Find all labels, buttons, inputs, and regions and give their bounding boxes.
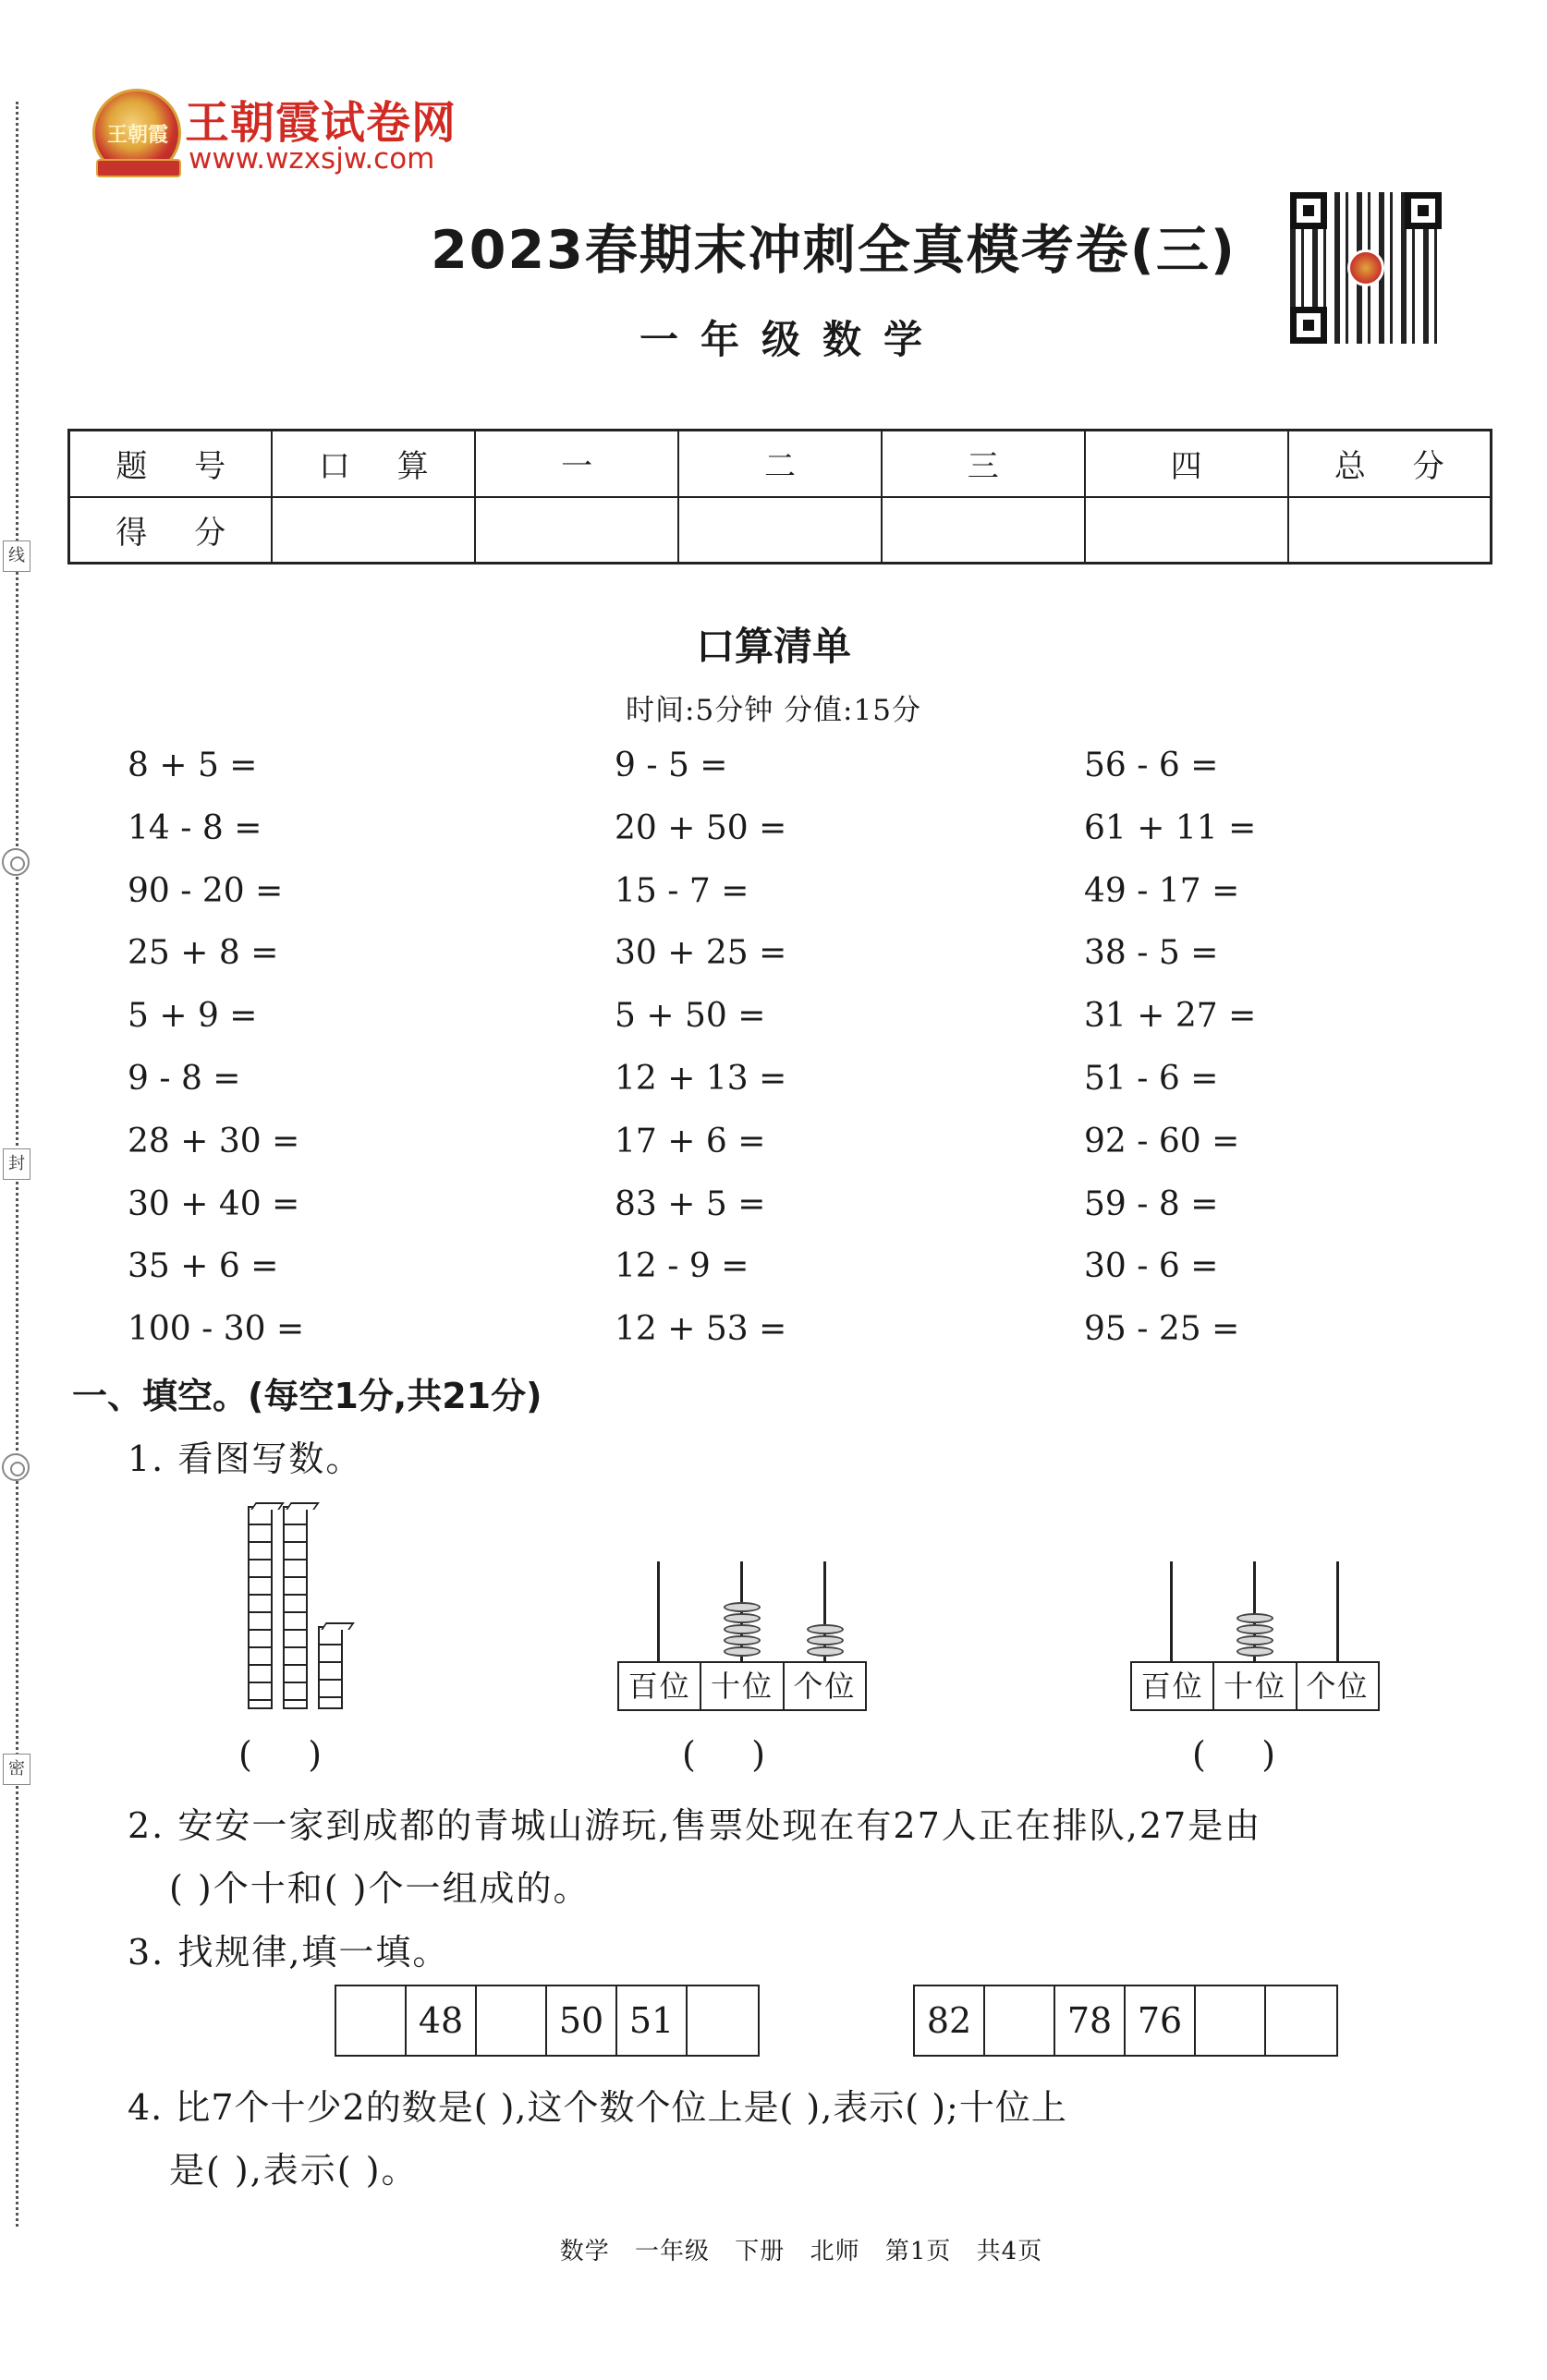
exam-title-text: 2023春期末冲刺全真模考卷(三) [431, 220, 1236, 281]
score-table [67, 429, 1492, 565]
qr-finder-icon [1290, 307, 1327, 344]
place-hundreds-label: 百位 [619, 1663, 701, 1709]
publisher-logo [92, 83, 481, 185]
oral-section-title: 口算清单 [695, 624, 851, 669]
oral-calc-item: 8 + 5 = [128, 747, 258, 784]
score-entry-cell[interactable] [475, 497, 678, 564]
sequence-cell: 50 [547, 1986, 617, 2055]
logo-name: 王朝霞试卷网 [185, 97, 457, 149]
abacus-bead-icon [1236, 1613, 1273, 1623]
part1-title: 一、填空。(每空1分,共21分) [72, 1376, 542, 1416]
abacus-bead-icon [724, 1635, 761, 1645]
oral-calc-item: 12 + 13 = [615, 1060, 787, 1098]
oral-calc-item: 100 - 30 = [128, 1310, 305, 1349]
abacus-figure-2 [1130, 1561, 1380, 1718]
place-tens-label: 十位 [701, 1663, 784, 1709]
question-3: 3. 找规律,填一填。 [128, 1932, 450, 1973]
logo-url: www.wzxsjw.com [189, 142, 435, 176]
place-tens-label: 十位 [1214, 1663, 1297, 1709]
oral-calc-item: 12 - 9 = [615, 1247, 749, 1286]
place-ones-label: 个位 [793, 1669, 857, 1704]
question-2-line-1: 2. 安安一家到成都的青城山游玩,售票处现在有27人正在排队,27是由 [128, 1805, 1262, 1846]
abacus-bead-icon [724, 1613, 761, 1623]
oral-calc-item: 9 - 5 = [615, 747, 728, 784]
score-cell-label: 题 号 [69, 431, 273, 497]
oral-calc-item: 31 + 27 = [1084, 997, 1257, 1036]
sequence-cell: 78 [1055, 1986, 1126, 2055]
oral-calc-item: 59 - 8 = [1084, 1184, 1219, 1223]
abacus-bead-icon [724, 1602, 761, 1612]
score-entry-cell[interactable] [678, 497, 882, 564]
oral-calc-item: 56 - 6 = [1084, 747, 1219, 784]
oral-calc-item: 35 + 6 = [128, 1247, 279, 1286]
abacus-bead-icon [807, 1624, 844, 1634]
sequence-cell[interactable] [1266, 1986, 1336, 2055]
score-cell-header: 二 [678, 431, 882, 497]
oral-calc-item: 14 - 8 = [128, 808, 262, 847]
qr-finder-icon [1405, 192, 1442, 229]
score-cell-header: 总 分 [1288, 431, 1492, 497]
oral-calc-item: 12 + 53 = [615, 1310, 787, 1349]
sequence-cell[interactable] [1196, 1986, 1266, 2055]
oral-calc-item: 20 + 50 = [615, 808, 787, 847]
binding-hole-icon [2, 1453, 30, 1481]
oral-calc-item: 17 + 6 = [615, 1122, 766, 1160]
oral-calc-item: 5 + 9 = [128, 997, 258, 1036]
oral-calc-item: 30 + 25 = [615, 934, 787, 973]
abacus-place-labels [1130, 1661, 1380, 1711]
qr-logo-icon [1347, 249, 1384, 286]
cube-column-ones-icon [318, 1626, 343, 1709]
sequence-cell: 82 [915, 1986, 985, 2055]
abacus-bead-icon [807, 1646, 844, 1657]
oral-calc-item: 90 - 20 = [128, 871, 284, 910]
qr-finder-icon [1290, 192, 1327, 229]
oral-calc-item: 92 - 60 = [1084, 1122, 1240, 1160]
sequence-cell: 51 [617, 1986, 688, 2055]
score-cell-header: 三 [882, 431, 1085, 497]
oral-calc-item: 28 + 30 = [128, 1122, 300, 1160]
cube-column-ten-icon [283, 1506, 308, 1709]
oral-calc-item: 51 - 6 = [1084, 1060, 1219, 1098]
sequence-cell[interactable] [477, 1986, 547, 2055]
logo-ribbon-icon [96, 159, 181, 177]
abacus-bead-icon [1236, 1646, 1273, 1657]
score-cell-header: 四 [1085, 431, 1288, 497]
score-entry-cell[interactable] [1288, 497, 1492, 564]
sequence-cell: 76 [1126, 1986, 1196, 2055]
question-4-line-1: 4. 比7个十少2的数是( ),这个数个位上是( ),表示( );十位上 [128, 2087, 1067, 2128]
abacus-figure-1 [617, 1561, 867, 1718]
sequence-cell[interactable] [336, 1986, 407, 2055]
score-entry-cell[interactable] [882, 497, 1085, 564]
abacus-bead-icon [724, 1646, 761, 1657]
score-table-header-row [69, 431, 1492, 497]
abacus-rod [1336, 1561, 1339, 1663]
oral-section-info: 时间:5分钟 分值:15分 [626, 694, 921, 727]
score-cell-header: 口 算 [272, 431, 475, 497]
score-cell-header: 一 [475, 431, 678, 497]
abacus-place-labels [617, 1661, 867, 1711]
binding-hole-icon [2, 848, 30, 876]
sequence-cell[interactable] [985, 1986, 1055, 2055]
oral-calc-item: 30 - 6 = [1084, 1247, 1219, 1286]
answer-blank-3[interactable]: ( ) [1192, 1734, 1276, 1775]
abacus-rod [1170, 1561, 1173, 1663]
score-entry-cell[interactable] [272, 497, 475, 564]
oral-calc-item: 83 + 5 = [615, 1184, 766, 1223]
oral-calc-item: 61 + 11 = [1084, 808, 1257, 847]
sequence-cell[interactable] [688, 1986, 758, 2055]
qr-code-icon [1290, 192, 1442, 344]
margin-label-xian: 线 [3, 540, 30, 572]
number-sequence-1 [335, 1985, 760, 2057]
question-2-line-2: ( )个十和( )个一组成的。 [169, 1868, 591, 1909]
oral-calc-item: 15 - 7 = [615, 871, 749, 910]
margin-label-feng: 封 [3, 1148, 30, 1180]
place-hundreds-label: 百位 [1132, 1663, 1214, 1709]
oral-calc-item: 9 - 8 = [128, 1060, 241, 1098]
margin-label-mi: 密 [3, 1754, 30, 1785]
score-table-score-row [69, 497, 1492, 564]
oral-calc-item: 95 - 25 = [1084, 1310, 1240, 1349]
abacus-bead-icon [1236, 1624, 1273, 1634]
oral-calc-item: 49 - 17 = [1084, 871, 1240, 910]
question-4-line-2: 是( ),表示( )。 [169, 2150, 419, 2191]
abacus-bead-icon [1236, 1635, 1273, 1645]
score-entry-cell[interactable] [1085, 497, 1288, 564]
oral-calc-item: 5 + 50 = [615, 997, 766, 1036]
oral-calc-item: 30 + 40 = [128, 1184, 300, 1223]
exam-subtitle: 一年级数学 [639, 317, 944, 362]
abacus-bead-icon [807, 1635, 844, 1645]
oral-calc-item: 38 - 5 = [1084, 934, 1219, 973]
page-footer: 数学 一年级 下册 北师 第1页 共4页 [559, 2238, 1043, 2265]
sequence-cell: 48 [407, 1986, 477, 2055]
abacus-bead-icon [724, 1624, 761, 1634]
logo-badge-text: 王朝霞 [106, 124, 168, 147]
abacus-rod [657, 1561, 660, 1663]
place-ones-label: 个位 [1306, 1669, 1370, 1704]
answer-blank-2[interactable]: ( ) [682, 1734, 766, 1775]
number-sequence-2 [913, 1985, 1338, 2057]
ten-cubes-figure [248, 1501, 359, 1709]
question-1: 1. 看图写数。 [128, 1439, 363, 1479]
oral-calc-item: 25 + 8 = [128, 934, 279, 973]
cube-column-ten-icon [248, 1506, 273, 1709]
answer-blank-1[interactable]: ( ) [238, 1734, 323, 1775]
score-cell-label: 得 分 [69, 497, 273, 564]
